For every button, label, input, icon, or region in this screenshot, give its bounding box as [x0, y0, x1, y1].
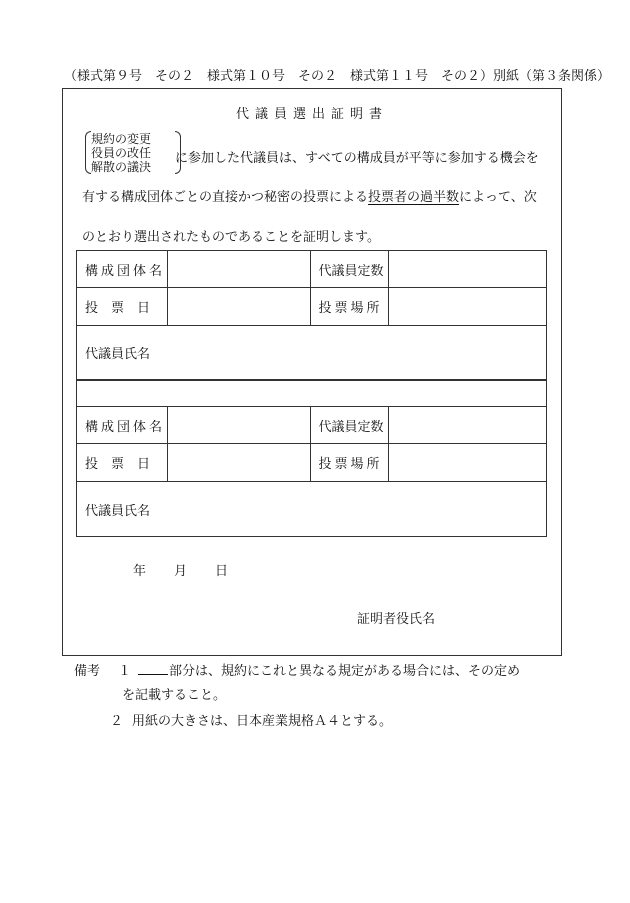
label-delegate-names[interactable]: 代議員氏名	[77, 482, 547, 537]
label-delegate-count: 代議員定数	[310, 407, 389, 444]
delegate-count-field[interactable]	[389, 407, 547, 444]
body-line-2-start: 有する構成団体ごとの直接かつ秘密の投票による	[82, 190, 369, 205]
vote-day-field[interactable]	[167, 288, 310, 326]
label-delegate-names[interactable]: 代議員氏名	[77, 326, 547, 380]
table-row	[77, 482, 547, 537]
certificate-title: 代議員選出証明書	[235, 107, 388, 122]
delegate-table-spacer-row	[76, 380, 547, 407]
notes-label: 備考	[74, 664, 101, 679]
note-1-number: １	[118, 664, 132, 679]
purpose-option-rule-change: 規約の変更	[91, 132, 152, 146]
table-row	[77, 326, 547, 380]
certification-date	[133, 560, 256, 579]
date-month: 月	[174, 564, 188, 579]
label-group-name: 構成団体名	[77, 407, 168, 444]
delegate-count-field[interactable]	[389, 251, 547, 288]
note-1-line-2: を記載すること。	[122, 688, 227, 703]
delegate-table-2	[76, 406, 547, 537]
vote-place-field[interactable]	[389, 288, 547, 326]
certifier-label: 証明者役氏名	[357, 612, 436, 627]
label-delegate-count: 代議員定数	[310, 251, 389, 288]
table-row	[77, 251, 547, 288]
purpose-option-officer-election: 役員の改任	[91, 146, 152, 160]
group-name-field[interactable]	[167, 251, 310, 288]
note-2-number: ２	[110, 714, 124, 729]
note-1-text: 部分は、規約にこれと異なる規定がある場合には、その定め	[169, 664, 521, 679]
body-line-3: のとおり選出されたものであることを証明します。	[82, 230, 380, 245]
label-vote-place: 投票場所	[310, 288, 389, 326]
table-row	[77, 381, 547, 407]
purpose-option-dissolution: 解散の議決	[91, 160, 152, 174]
table-row	[77, 407, 547, 444]
body-line-1: に参加した代議員は、すべての構成員が平等に参加する機会を	[175, 151, 539, 166]
vote-day-field[interactable]	[167, 444, 310, 482]
label-group-name: 構成団体名	[77, 251, 168, 288]
note-1-line-1	[138, 660, 520, 679]
purpose-options	[85, 131, 171, 174]
underline-marker	[138, 664, 168, 675]
table-row	[77, 444, 547, 482]
date-day: 日	[215, 564, 229, 579]
blank-row[interactable]	[77, 381, 547, 407]
label-vote-day: 投 票 日	[77, 444, 168, 482]
label-vote-day: 投 票 日	[77, 288, 168, 326]
label-vote-place: 投票場所	[310, 444, 389, 482]
note-2-text: 用紙の大きさは、日本産業規格Ａ４とする。	[132, 714, 393, 729]
vote-place-field[interactable]	[389, 444, 547, 482]
form-reference-header: （様式第９号 その２ 様式第１０号 その２ 様式第１１号 その２）別紙（第３条関係）	[64, 69, 611, 84]
body-line-2	[82, 186, 537, 205]
group-name-field[interactable]	[167, 407, 310, 444]
certificate-frame	[62, 88, 562, 656]
delegate-table-1	[76, 250, 547, 380]
underlined-majority-term: 投票者の過半数	[368, 190, 460, 205]
date-year: 年	[133, 564, 147, 579]
table-row	[77, 288, 547, 326]
body-line-2-end: によって、次	[459, 190, 537, 205]
